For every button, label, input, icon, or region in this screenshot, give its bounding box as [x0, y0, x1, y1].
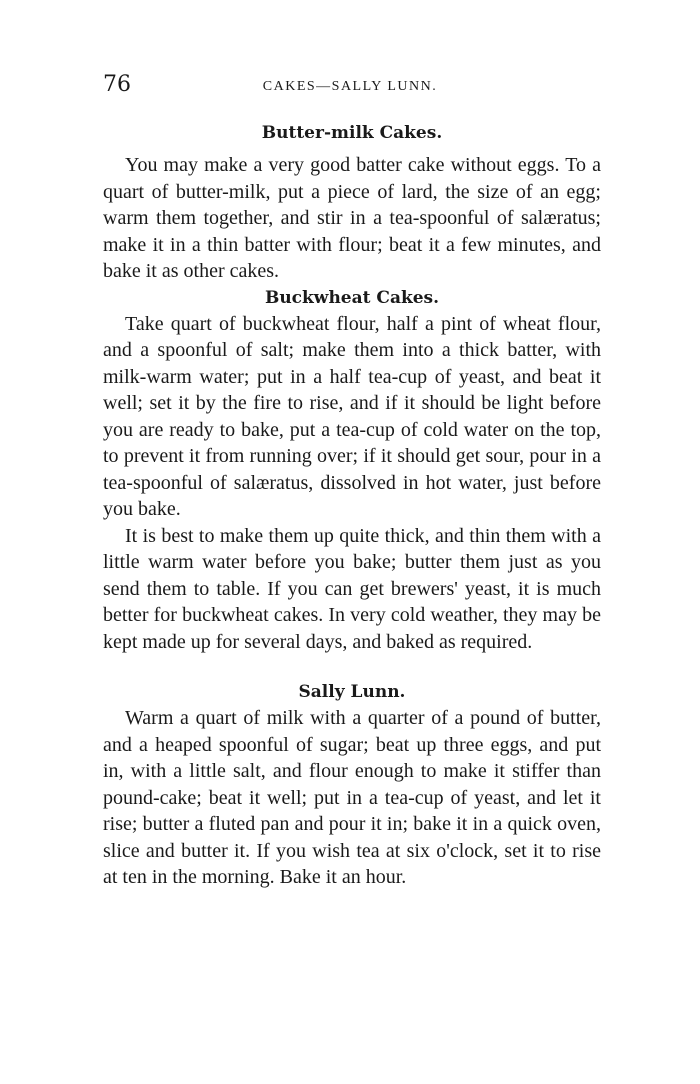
- recipe-paragraph: Warm a quart of milk with a quarter of a pound of butter, and a heaped spoonful of sugar; beat up three eggs, and put in, with a little salt, and flour enough to make it stiffer than pound-cake; beat it well; put in a tea-cup of yeast, and let it rise; butter a fluted pan and pour it in; bake it in a quick oven, slice and butter it. If you wish tea at six o'clock, set it to rise at ten in the morning. Bake it an hour.: [103, 707, 601, 888]
- section-title-sally-lunn: Sally Lunn.: [298, 682, 406, 702]
- page-content: [103, 118, 601, 891]
- section-title-buckwheat-cakes: Buckwheat Cakes.: [264, 287, 440, 308]
- recipe-paragraph: Take quart of buckwheat flour, half a pint of wheat flour, and a spoonful of salt; make them into a thick batter, with milk-warm water; put in a half tea-cup of yeast, and beat it well; set it by the fire to rise, and if it should be light before you are ready to bake, put a tea-cup of cold water on the top, to prevent it from running over; if it should get sour, pour in a tea-spoonful of salæratus, dissolved in hot water, just before you bake.: [103, 312, 601, 520]
- recipe-paragraph: It is best to make them up quite thick, and thin them with a little warm water before you bake; butter them just as you send them to table. If you can get brewers' yeast, it is much better for buckwheat cakes. In very cold weather, they may be kept made up for several days, and baked as required.: [103, 524, 601, 653]
- page-number: 76: [103, 72, 131, 97]
- recipe-paragraph: You may make a very good batter cake without eggs. To a quart of butter-milk, put a piece of lard, the size of an egg; warm them together, and stir in a tea-spoonful of salæratus; make it in a thin batter with flour; beat it a few minutes, and bake it as other cakes.: [103, 154, 601, 282]
- section-title-buttermilk-cakes: Butter-milk Cakes.: [261, 123, 443, 143]
- running-head: CAKES—SALLY LUNN.: [262, 79, 438, 94]
